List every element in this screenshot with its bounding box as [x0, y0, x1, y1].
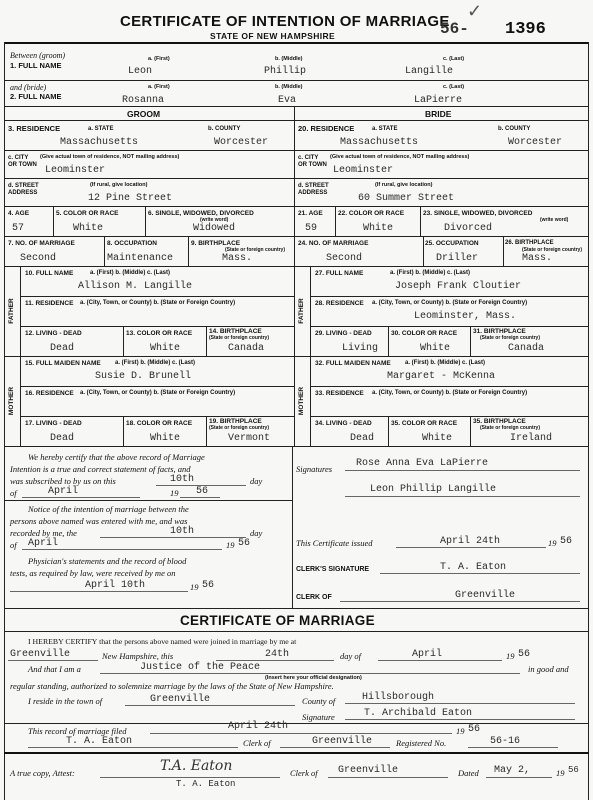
- bride-father-birthplace: Canada: [508, 343, 545, 354]
- color-label: 22. COLOR OR RACE: [338, 210, 405, 217]
- marriage-place: Greenville: [10, 649, 71, 660]
- birthplace-note: (State or foreign country): [209, 335, 270, 341]
- birthplace-note: (State or foreign country): [480, 425, 541, 431]
- attest-label: A true copy, Attest:: [10, 768, 75, 778]
- living-dead-label: 17. LIVING - DEAD: [25, 420, 82, 427]
- certify-year: 56: [196, 486, 209, 497]
- first-col-label: a. (First): [148, 84, 170, 90]
- city-label: c. CITY OR TOWN: [8, 155, 37, 168]
- designation-note: (Insert here your official designation): [265, 675, 362, 681]
- living-dead-label: 12. LIVING - DEAD: [25, 330, 82, 337]
- good-standing-label: in good and: [528, 664, 569, 674]
- bride-signature: Rose Anna Eva LaPierre: [356, 458, 489, 469]
- mother-name-label: 15. FULL MAIDEN NAME: [25, 360, 101, 367]
- physician-date: April 10th: [85, 580, 146, 591]
- officiant-designation: Justice of the Peace: [140, 662, 261, 673]
- bride-no-marriage: Second: [326, 253, 363, 264]
- groom-mother-birthplace: Vermont: [228, 433, 271, 444]
- physician-text-line1: Physician's statements and the record of blood: [28, 556, 187, 566]
- birthplace-note: (State or foreign country): [225, 247, 286, 253]
- first-col-label: a. (First): [148, 56, 170, 62]
- notice-text-line2: persons above named was entered with me, and was: [10, 516, 188, 526]
- groom-mother-name: Susie D. Brunell: [95, 371, 192, 382]
- father-residence-label: 28. RESIDENCE: [315, 300, 364, 307]
- record-filed-date: April 24th: [228, 721, 289, 732]
- certificate-number: 1396: [505, 20, 546, 39]
- groom-fullname-label: 1. FULL NAME: [10, 61, 62, 70]
- dated-label: Dated: [458, 768, 479, 778]
- year-prefix: 19: [556, 768, 565, 778]
- bride-father-color: White: [420, 343, 451, 354]
- last-col-label: c. (Last): [443, 56, 465, 62]
- street-note: (If rural, give location): [375, 182, 433, 188]
- document-title: CERTIFICATE OF INTENTION OF MARRIAGE: [120, 13, 450, 30]
- father-name-label: 10. FULL NAME: [25, 270, 74, 277]
- groom-middle-name: Phillip: [264, 66, 307, 77]
- record-filed-label: This record of marriage filed: [28, 726, 127, 736]
- certify-text-line2: Intention is a true and correct statement of facts, and: [10, 464, 191, 474]
- notice-text-line3: recorded by me, the: [10, 528, 77, 538]
- father-name-label: 27. FULL NAME: [315, 270, 364, 277]
- birthplace-label: 31. BIRTHPLACE: [473, 328, 526, 335]
- officiant-town: Greenville: [150, 694, 211, 705]
- bride-last-name: LaPierre: [414, 95, 463, 106]
- bride-color: White: [363, 223, 394, 234]
- bride-mother-birthplace: Ireland: [510, 433, 553, 444]
- groom-no-marriage: Second: [20, 253, 57, 264]
- last-col-label: c. (Last): [443, 84, 465, 90]
- mother-residence-label: 16. RESIDENCE: [25, 390, 74, 397]
- regular-standing-text: regular standing, authorized to solemnize marriage by the laws of the State of New Hampshire.: [10, 681, 334, 691]
- new-hampshire-label: New Hampshire, this: [102, 651, 174, 661]
- bride-father-living: Living: [342, 343, 379, 354]
- city-note: (Give actual town of residence, NOT mailing address): [40, 154, 180, 160]
- marriage-year: 56: [518, 649, 531, 660]
- notice-month: April: [28, 538, 59, 549]
- bride-middle-name: Eva: [278, 95, 297, 106]
- marriage-certify-line: I HEREBY CERTIFY that the persons above named were joined in marriage by me at: [28, 637, 297, 646]
- state-label: a. STATE: [372, 126, 398, 132]
- occupation-label: 8. OCCUPATION: [107, 240, 157, 247]
- between-label: Between (groom): [10, 51, 66, 60]
- attest-typed-name: T. A. Eaton: [176, 779, 236, 789]
- certificate-issued-year: 56: [560, 536, 573, 547]
- bride-mother-living: Dead: [350, 433, 375, 444]
- name-cols-label: a. (First) b. (Middle) c. (Last): [90, 270, 171, 276]
- living-dead-label: 34. LIVING - DEAD: [315, 420, 372, 427]
- groom-color: White: [73, 223, 104, 234]
- residence-cols-label: a. (City, Town, or County) b. (State or Foreign Country): [372, 300, 528, 306]
- day-label: day: [250, 476, 263, 486]
- bride-father-section-label: FATHER: [298, 298, 305, 324]
- birthplace-label: 19. BIRTHPLACE: [209, 418, 262, 425]
- residence-cols-label: a. (City, Town, or County) b. (State or Foreign Country): [80, 390, 236, 396]
- birthplace-label: 14. BIRTHPLACE: [209, 328, 262, 335]
- record-filed-by: T. A. Eaton: [66, 736, 133, 747]
- groom-signature: Leon Phillip Langille: [370, 484, 497, 495]
- groom-father-living: Dead: [50, 343, 75, 354]
- groom-mother-living: Dead: [50, 433, 75, 444]
- record-filed-year: 56: [468, 724, 481, 735]
- year-prefix: 19: [456, 726, 465, 736]
- officiant-signature: T. Archibald Eaton: [364, 708, 473, 719]
- groom-city: Leominster: [45, 165, 106, 176]
- no-marriage-label: 7. NO. OF MARRIAGE: [8, 240, 75, 247]
- groom-mother-section-label: MOTHER: [8, 386, 15, 416]
- birthplace-label: 35. BIRTHPLACE: [473, 418, 526, 425]
- age-label: 21. AGE: [298, 210, 323, 217]
- groom-father-birthplace: Canada: [228, 343, 265, 354]
- middle-col-label: b. (Middle): [275, 84, 303, 90]
- birthplace-label: 26. BIRTHPLACE: [505, 240, 554, 246]
- notice-day: 10th: [170, 526, 195, 537]
- groom-residence-label: 3. RESIDENCE: [8, 124, 61, 133]
- living-dead-label: 29. LIVING - DEAD: [315, 330, 372, 337]
- marital-label: 23. SINGLE, WIDOWED, DIVORCED: [423, 210, 533, 217]
- marital-note: (write word): [540, 217, 569, 223]
- color-label: 5. COLOR OR RACE: [56, 210, 119, 217]
- year-prefix: 19: [226, 540, 235, 550]
- clerk-of-label: CLERK OF: [296, 594, 332, 601]
- clerk-of-label: Clerk of: [243, 738, 271, 748]
- groom-father-section-label: FATHER: [8, 298, 15, 324]
- street-label: d. STREET ADDRESS: [8, 183, 39, 196]
- checkmark-icon: ✓: [467, 1, 483, 21]
- attest-clerk-town: Greenville: [338, 765, 399, 776]
- groom-mother-color: White: [150, 433, 181, 444]
- clerk-of-label: Clerk of: [290, 768, 318, 778]
- name-cols-label: a. (First) b. (Middle) c. (Last): [405, 360, 486, 366]
- birthplace-note: (State or foreign country): [522, 247, 583, 253]
- officiant-county: Hillsborough: [362, 692, 435, 703]
- physician-text-line2: tests, as required by law, were received by me on: [10, 568, 176, 578]
- groom-county: Worcester: [214, 137, 269, 148]
- certify-text-line1: We hereby certify that the above record of Marriage: [28, 452, 205, 462]
- bride-occupation: Driller: [436, 253, 479, 264]
- attest-handwritten-signature: T.A. Eaton: [160, 758, 233, 774]
- bride-city: Leominster: [333, 165, 394, 176]
- city-label: c. CITY OR TOWN: [298, 155, 327, 168]
- name-cols-label: a. (First) b. (Middle) c. (Last): [390, 270, 471, 276]
- bride-fullname-label: 2. FULL NAME: [10, 92, 62, 101]
- bride-county: Worcester: [508, 137, 563, 148]
- groom-column-heading: GROOM: [127, 109, 161, 119]
- and-i-am-label: And that I am a: [28, 664, 81, 674]
- notice-year: 56: [238, 538, 251, 549]
- bride-mother-section-label: MOTHER: [298, 386, 305, 416]
- registered-no-label: Registered No.: [396, 738, 447, 748]
- bride-birthplace: Mass.: [522, 253, 553, 264]
- bride-street: 60 Summer Street: [358, 193, 455, 204]
- bride-state: Massachusetts: [340, 137, 419, 148]
- document-subtitle: STATE OF NEW HAMPSHIRE: [210, 31, 336, 41]
- color-label: 35. COLOR OR RACE: [391, 420, 458, 427]
- age-label: 4. AGE: [8, 210, 30, 217]
- birthplace-note: (State or foreign country): [480, 335, 541, 341]
- birthplace-note: (State or foreign country): [209, 425, 270, 431]
- registered-number: 56-16: [490, 736, 521, 747]
- county-of-label: County of: [302, 696, 336, 706]
- groom-first-name: Leon: [128, 66, 153, 77]
- clerk-signature: T. A. Eaton: [440, 562, 507, 573]
- year-prefix: 19: [170, 488, 179, 498]
- certificate-issued-date: April 24th: [440, 536, 501, 547]
- record-clerk-town: Greenville: [312, 736, 373, 747]
- marital-note: (write word): [200, 217, 229, 223]
- color-label: 13. COLOR OR RACE: [126, 330, 193, 337]
- groom-last-name: Langille: [405, 66, 454, 77]
- day-label: day: [250, 528, 263, 538]
- bride-mother-name: Margaret - McKenna: [387, 371, 496, 382]
- birthplace-label: 9. BIRTHPLACE: [191, 240, 241, 247]
- attest-year: 56: [568, 765, 579, 775]
- and-bride-label: and (bride): [10, 83, 47, 92]
- reside-in-label: I reside in the town of: [28, 696, 103, 706]
- groom-state: Massachusetts: [60, 137, 139, 148]
- color-label: 18. COLOR OR RACE: [126, 420, 193, 427]
- signature-label: Signature: [302, 712, 335, 722]
- street-note: (If rural, give location): [90, 182, 148, 188]
- signatures-label: Signatures: [296, 464, 333, 474]
- county-label: b. COUNTY: [498, 126, 531, 132]
- state-label: a. STATE: [88, 126, 114, 132]
- bride-father-residence: Leominster, Mass.: [414, 311, 517, 322]
- certify-month: April: [48, 486, 79, 497]
- marital-label: 6. SINGLE, WIDOWED, DIVORCED: [148, 210, 254, 217]
- year-code: 56-: [440, 20, 469, 38]
- day-of-label: day of: [340, 651, 362, 661]
- bride-mother-color: White: [422, 433, 453, 444]
- middle-col-label: b. (Middle): [275, 56, 303, 62]
- name-cols-label: a. (First) b. (Middle) c. (Last): [115, 360, 196, 366]
- clerk-signature-label: CLERK'S SIGNATURE: [296, 566, 370, 573]
- street-label: d. STREET ADDRESS: [298, 183, 329, 196]
- groom-father-color: White: [150, 343, 181, 354]
- groom-occupation: Maintenance: [107, 253, 174, 264]
- clerk-of-town: Greenville: [455, 590, 516, 601]
- no-marriage-label: 24. NO. OF MARRIAGE: [298, 240, 369, 247]
- bride-marital: Divorced: [444, 223, 493, 234]
- bride-father-name: Joseph Frank Cloutier: [395, 281, 522, 292]
- bride-age: 59: [305, 223, 318, 234]
- father-residence-label: 11. RESIDENCE: [25, 300, 74, 307]
- certify-text-line3: was subscribed to by us on this: [10, 476, 116, 486]
- year-prefix: 19: [506, 651, 515, 661]
- marriage-day: 24th: [265, 649, 290, 660]
- residence-cols-label: a. (City, Town, or County) b. (State or Foreign Country): [372, 390, 528, 396]
- certificate-issued-label: This Certificate issued: [296, 538, 373, 548]
- color-label: 30. COLOR OR RACE: [391, 330, 458, 337]
- of-label: of: [10, 488, 17, 498]
- bride-residence-label: 20. RESIDENCE: [298, 124, 355, 133]
- attest-date: May 2,: [494, 765, 531, 776]
- occupation-label: 25. OCCUPATION: [425, 240, 479, 247]
- groom-marital: Widowed: [193, 223, 236, 234]
- groom-birthplace: Mass.: [222, 253, 253, 264]
- certify-day: 10th: [170, 474, 195, 485]
- year-prefix: 19: [548, 538, 557, 548]
- physician-year: 56: [202, 580, 215, 591]
- county-label: b. COUNTY: [208, 126, 241, 132]
- marriage-month: April: [412, 649, 443, 660]
- groom-father-name: Allison M. Langille: [78, 281, 193, 292]
- notice-text-line1: Notice of the intention of marriage between the: [28, 504, 189, 514]
- residence-cols-label: a. (City, Town, or County) b. (State or Foreign Country): [80, 300, 236, 306]
- marriage-certificate-title: CERTIFICATE OF MARRIAGE: [180, 613, 375, 628]
- groom-street: 12 Pine Street: [88, 193, 173, 204]
- groom-age: 57: [12, 223, 25, 234]
- mother-name-label: 32. FULL MAIDEN NAME: [315, 360, 391, 367]
- year-prefix: 19: [190, 582, 199, 592]
- bride-first-name: Rosanna: [122, 95, 165, 106]
- bride-column-heading: BRIDE: [425, 109, 452, 119]
- city-note: (Give actual town of residence, NOT mailing address): [330, 154, 470, 160]
- of-label: of: [10, 540, 17, 550]
- mother-residence-label: 33. RESIDENCE: [315, 390, 364, 397]
